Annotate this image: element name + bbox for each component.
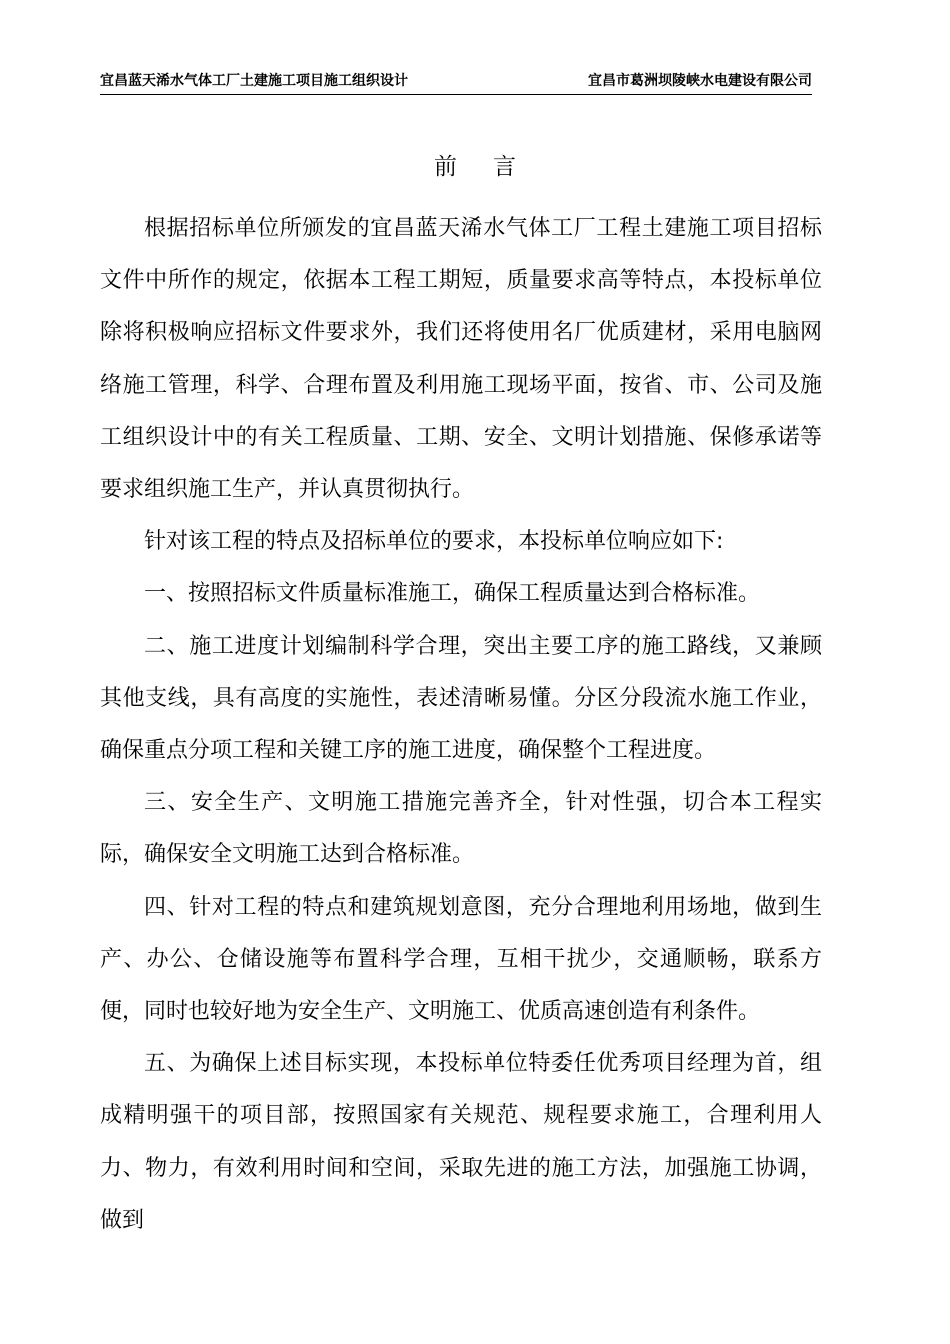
paragraph: 四、针对工程的特点和建筑规划意图，充分合理地利用场地，做到生产、办公、仓储设施等布置科学合理，互相干扰少，交通顺畅，联系方便，同时也较好地为安全生产、文明施工、优质高速创造有利条件。 [100,894,822,1025]
header-document-title: 宜昌蓝天浠水气体工厂土建施工项目施工组织设计 [100,73,408,89]
section-title: 前言 [434,154,552,180]
paragraph: 一、按照招标文件质量标准施工，确保工程质量达到合格标准。 [144,581,761,607]
paragraph: 针对该工程的特点及招标单位的要求，本投标单位响应如下: [144,529,724,555]
page-header [100,72,812,95]
paragraph: 三、安全生产、文明施工措施完善齐全，针对性强，切合本工程实际，确保安全文明施工达到合格标准。 [100,790,822,868]
paragraph: 二、施工进度计划编制科学合理，突出主要工序的施工路线，又兼顾其他支线，具有高度的实施性，表述清晰易懂。分区分段流水施工作业，确保重点分项工程和关键工序的施工进度，确保整个工程进度。 [100,633,822,764]
paragraph: 根据招标单位所颁发的宜昌蓝天浠水气体工厂工程土建施工项目招标文件中所作的规定，依据本工程工期短，质量要求高等特点，本投标单位除将积极响应招标文件要求外，我们还将使用名厂优质建材，采用电脑网络施工管理，科学、合理布置及利用施工现场平面，按省、市、公司及施工组织设计中的有关工程质量、工期、安全、文明计划措施、保修承诺等要求组织施工生产，并认真贯彻执行。 [100,216,822,503]
paragraph: 五、为确保上述目标实现，本投标单位特委任优秀项目经理为首，组成精明强干的项目部，按照国家有关规范、规程要求施工，合理利用人力、物力，有效利用时间和空间，采取先进的施工方法，加强施工协调，做到 [100,1051,822,1233]
header-company-name: 宜昌市葛洲坝陵峡水电建设有限公司 [588,73,812,89]
document-body [100,203,822,1247]
